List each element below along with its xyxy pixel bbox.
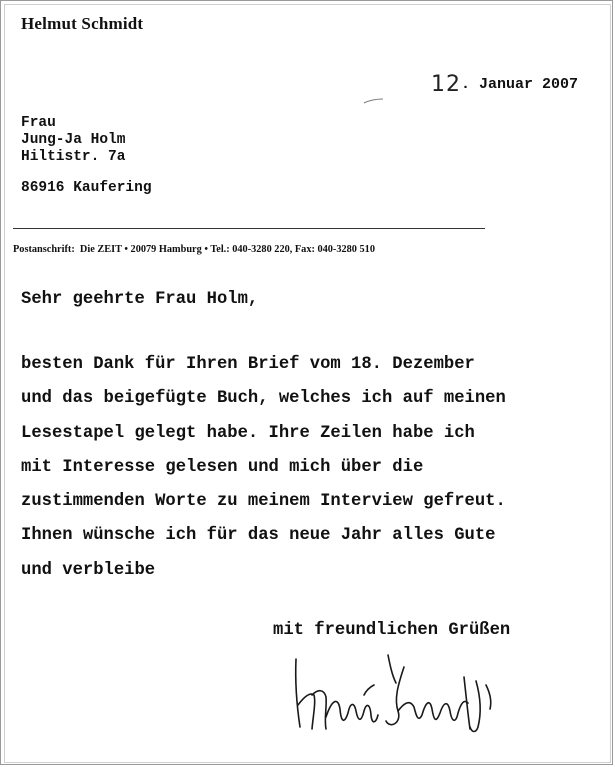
recipient-city: 86916 Kaufering [21,180,152,196]
letterhead-name: Helmut Schmidt [21,14,144,33]
date-day-handwritten: 12 [431,72,461,97]
recipient-address [21,115,125,166]
body-line: Ihnen wünsche ich für das neue Jahr alles Gute [21,526,496,546]
body-line: und das beigefügte Buch, welches ich auf meinen [21,389,506,409]
recipient-street: Hiltistr. 7a [21,149,126,165]
recipient-salutation-line: Frau [21,115,56,131]
postal-address-line: Postanschrift: Die ZEIT • 20079 Hamburg • Tel.: 040-3280 220, Fax: 040-3280 510 [13,244,375,255]
handwritten-signature [286,637,501,737]
letter-closing: mit freundlichen Grüßen [273,621,511,640]
letter-body [21,348,506,588]
letter-salutation: Sehr geehrte Frau Holm, [21,290,259,309]
recipient-name: Jung-Ja Holm [21,132,126,148]
body-line: besten Dank für Ihren Brief vom 18. Dezember [21,355,475,374]
body-line: zustimmenden Worte zu meinem Interview gefreut. [21,492,506,512]
date-month-year: . Januar 2007 [461,76,579,93]
body-line: mit Interesse gelesen und mich über die [21,457,424,477]
pen-stroke-mark [363,97,385,105]
body-line: Lesestapel gelegt habe. Ihre Zeilen habe ich [21,423,475,443]
body-line: und verbleibe [21,560,156,580]
address-divider [13,228,485,229]
letter-date [431,69,579,97]
